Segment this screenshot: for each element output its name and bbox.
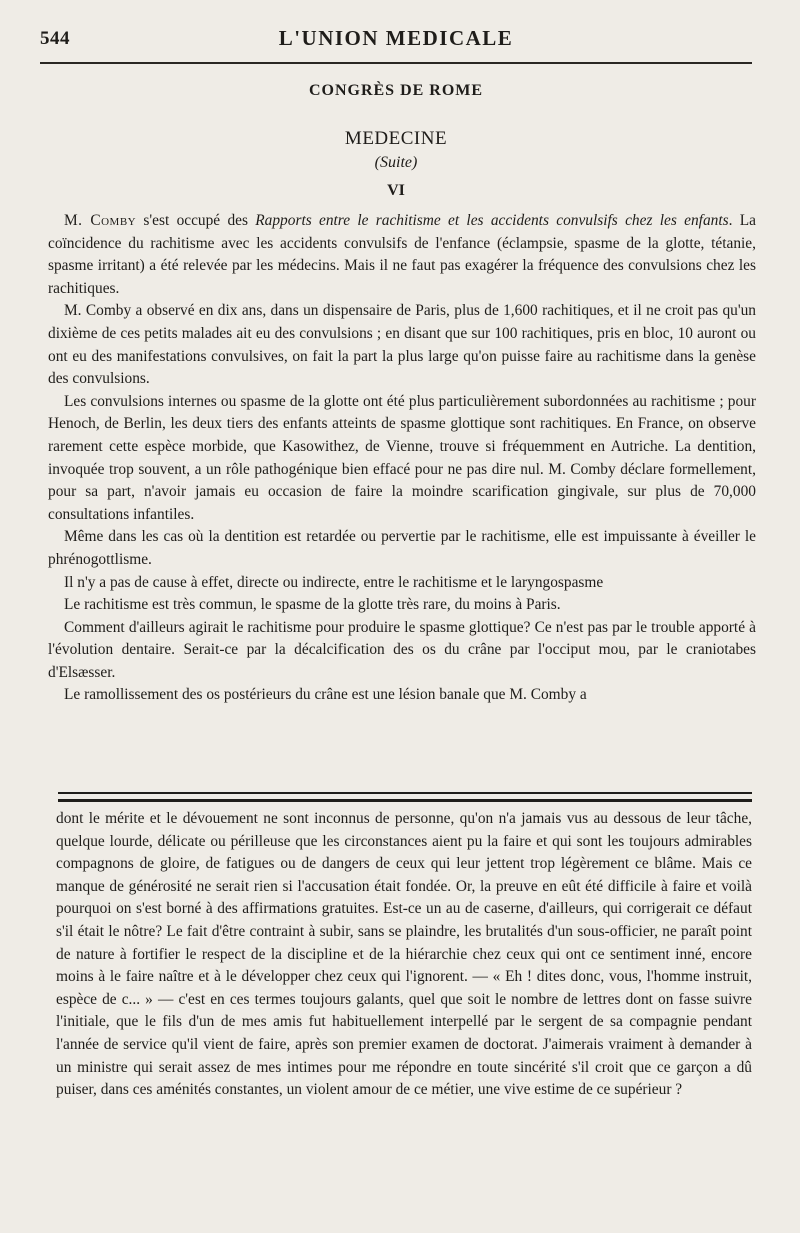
journal-title: L'UNION MEDICALE	[278, 26, 514, 50]
feuilleton-paragraph: dont le mérite et le dévouement ne sont inconnus de personne, qu'on n'a jamais vus au dessous de leur tâche, quelque lourde, délicate ou périlleuse que les circonstances aient pu la faire et qui sont les toujours admirables compagnons de gloire, de fatigues ou de dangers de ceux qui leur jettent trop légèrement ce blâme. Mais ce manque de générosité ne serait rien si l'accusation était fondée. Or, la preuve en eût été difficile à faire et voilà pourquoi on s'est borné à des affirmations gratuites. Est-ce un au de caserne, d'ailleurs, qui corrigerait ce défaut s'il était le nôtre? Le fait d'être contraint à subir, sans se plaindre, les brutalités d'un sous-officier, ne paraît point de nature à fortifier le respect de la discipline et de la hiérarchie chez ceux qui ont ce sentiment inné, encore moins à le faire naître et à le développer chez ceux qui l'ignorent. — « Eh ! dites donc, vous, l'homme instruit, espèce de c... » — c'est en ces termes toujours galants, quel que soit le nombre de lettres dont on fasse suivre l'initiale, que le fils d'un de mes amis fut habituellement interpellé par le sergent de sa compagnie pendant l'année de service qu'il vient de faire, après son premier examen de doctorat. J'aimerais vraiment à demander à un ministre qui serait assez de mes intimes pour me répondre en toute sincérité s'il croit que ce garçon a dû puiser, dans ces aménités constantes, un violent amour de ce métier, une vive estime de ce supérieur ?	[56, 810, 752, 1099]
header-rule	[40, 62, 752, 64]
feuilleton-separator	[58, 792, 752, 802]
feuilleton-body	[56, 808, 752, 1102]
paragraph-rest: . La coïncidence du rachitisme avec les accidents convulsifs de l'enfance (éclampsie, spasme de la glotte, tétanie, spasme irritant) a été relevée par les médecins. Mais il ne faut pas exagérer la fréquence des convulsions chez les rachitiques.	[48, 212, 756, 297]
section-title: CONGRÈS DE ROME	[308, 82, 484, 99]
article-paragraph: Comment d'ailleurs agirait le rachitisme pour produire le spasme glottique? Ce n'est pas par le trouble apporté à l'évolution dentaire. Serait-ce par la décalcification des os du crâne par l'occiput mou, par le craniotabes d'Elsæsser.	[48, 618, 756, 681]
article-topic: Rapports entre le rachitisme et les accidents convulsifs chez les enfants	[255, 212, 729, 229]
article-paragraph	[48, 210, 756, 300]
article-body	[48, 210, 756, 707]
author-name: M. Comby	[64, 212, 137, 229]
page-header	[40, 22, 752, 58]
article-paragraph: M. Comby a observé en dix ans, dans un dispensaire de Paris, plus de 1,600 rachitiques, et il ne croit pas qu'un dixième de ces petits malades ait eu des convulsions ; en disant que sur 100 rachitiques, pris en bloc, 10 auront ou ont eu des manifestations convulsives, on fait la part la plus large qu'on puisse faire au rachitisme dans la genèse des convulsions.	[48, 302, 756, 388]
suite-label: (Suite)	[374, 154, 418, 171]
article-paragraph: Il n'y a pas de cause à effet, directe ou indirecte, entre le rachitisme et le laryngospasme	[64, 573, 604, 591]
subsection-title: MEDECINE	[344, 128, 448, 149]
article-paragraph: Les convulsions internes ou spasme de la glotte ont été plus particulièrement subordonnées au rachitisme ; pour Henoch, de Berlin, les deux tiers des enfants atteints de spasme glottique sont rachitiques. En France, on observe rarement cette espèce morbide, que Kasowithez, de Vienne, trouve si fréquemment en Autriche. La dentition, invoquée trop souvent, a un rôle pathogénique bien effacé pour ne pas dire nul. M. Comby déclare formellement, pour sa part, n'avoir jamais eu occasion de faire la moindre scarification gingivale, sur plus de 70,000 consultations infantiles.	[48, 392, 756, 523]
article-paragraph: Le rachitisme est très commun, le spasme de la glotte très rare, du moins à Paris.	[64, 596, 561, 614]
paragraph-lead: s'est occupé des	[136, 212, 256, 229]
page-number: 544	[40, 28, 70, 49]
article-paragraph: Le ramollissement des os postérieurs du crâne est une lésion banale que M. Comby a	[64, 686, 587, 704]
article-paragraph: Même dans les cas où la dentition est retardée ou pervertie par le rachitisme, elle est impuissante à éveiller le phrénogottlisme.	[48, 528, 756, 568]
chapter-numeral: VI	[387, 182, 405, 199]
